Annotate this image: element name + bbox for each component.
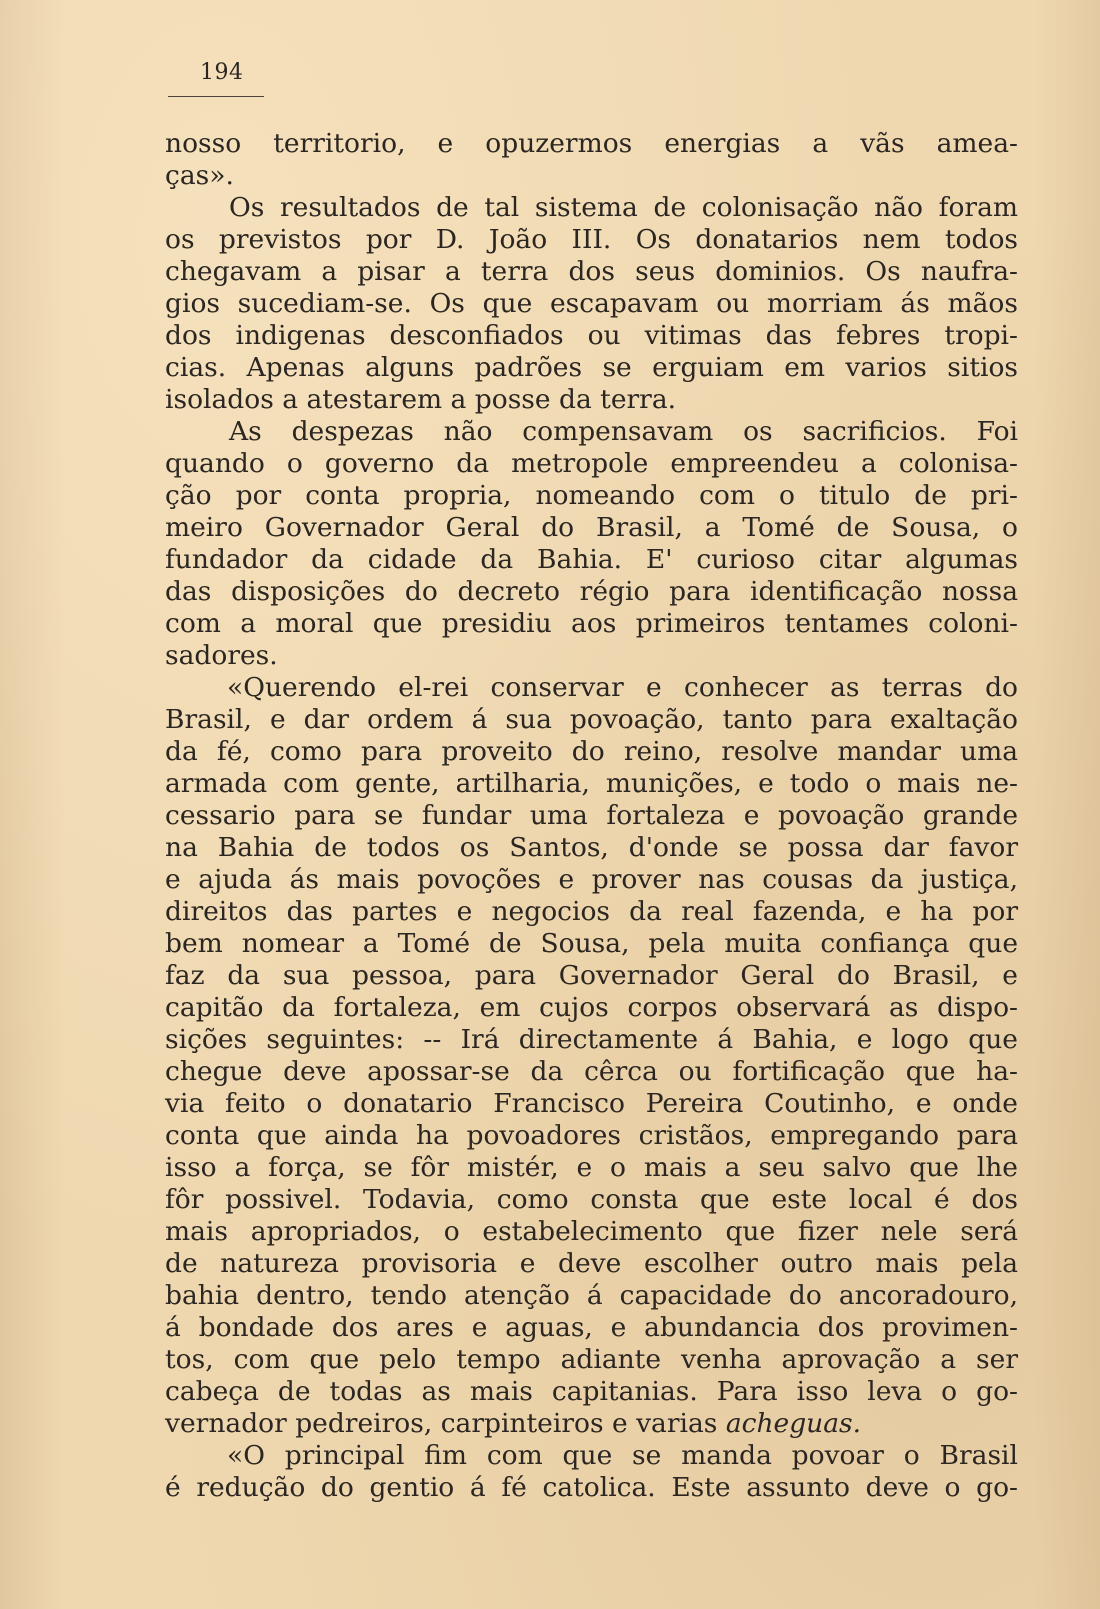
text-line: meiro Governador Geral do Brasil, a Tomé de Sousa, o <box>165 512 1018 543</box>
text-line: cabeça de todas as mais capitanias. Para isso leva o go- <box>165 1376 1018 1407</box>
text-line: via feito o donatario Francisco Pereira Coutinho, e onde <box>165 1088 1018 1119</box>
text-line: Brasil, e dar ordem á sua povoação, tanto para exaltação <box>165 704 1018 735</box>
italic-word: acheguas. <box>725 1408 862 1439</box>
text-line: ção por conta propria, nomeando com o titulo de pri- <box>165 480 1018 511</box>
text-line: As despezas não compensavam os sacrificios. Foi <box>229 416 1018 447</box>
text-line: chegavam a pisar a terra dos seus dominios. Os naufra- <box>165 256 1018 287</box>
text-line: armada com gente, artilharia, munições, e todo o mais ne- <box>165 768 1018 799</box>
text-line: cessario para se fundar uma fortaleza e povoação grande <box>165 800 1018 831</box>
text-line: de natureza provisoria e deve escolher outro mais pela <box>165 1248 1018 1279</box>
body-text <box>165 128 1018 1504</box>
text-line: conta que ainda ha povoadores cristãos, empregando para <box>165 1120 1018 1151</box>
text-line-start: vernador pedreiros, carpinteiros e varias <box>165 1408 726 1439</box>
text-line: sadores. <box>165 640 278 671</box>
text-line: sições seguintes: -- Irá directamente á Bahia, e logo que <box>165 1024 1018 1055</box>
text-line: nosso territorio, e opuzermos energias a vãs amea- <box>165 128 1018 159</box>
text-line: é redução do gentio á fé catolica. Este assunto deve o go- <box>165 1472 1018 1503</box>
text-line: bem nomear a Tomé de Sousa, pela muita confiança que <box>165 928 1018 959</box>
text-line: faz da sua pessoa, para Governador Geral do Brasil, e <box>165 960 1018 991</box>
text-line: das disposições do decreto régio para identificação nossa <box>165 576 1018 607</box>
text-line: fundador da cidade da Bahia. E' curioso citar algumas <box>165 544 1018 575</box>
text-line: fôr possivel. Todavia, como consta que este local é dos <box>165 1184 1018 1215</box>
text-line: dos indigenas desconfiados ou vitimas das febres tropi- <box>165 320 1018 351</box>
text-line: capitão da fortaleza, em cujos corpos observará as dispo- <box>165 992 1018 1023</box>
text-line: «O principal fim com que se manda povoar o Brasil <box>227 1440 1018 1471</box>
text-line: os previstos por D. João III. Os donatarios nem todos <box>165 224 1018 255</box>
text-line: Os resultados de tal sistema de colonisação não foram <box>229 192 1018 223</box>
text-line: e ajuda ás mais povoções e prover nas cousas da justiça, <box>165 864 1018 895</box>
page-number: 194 <box>200 60 244 85</box>
text-line: da fé, como para proveito do reino, resolve mandar uma <box>165 736 1018 767</box>
text-line: bahia dentro, tendo atenção á capacidade do ancoradouro, <box>165 1280 1018 1311</box>
text-line: ças». <box>165 160 234 191</box>
text-line: «Querendo el-rei conservar e conhecer as terras do <box>227 672 1018 703</box>
text-line: na Bahia de todos os Santos, d'onde se possa dar favor <box>165 832 1018 863</box>
text-line: gios sucediam-se. Os que escapavam ou morriam ás mãos <box>165 288 1018 319</box>
page-header <box>168 56 264 97</box>
text-line: isso a força, se fôr mistér, e o mais a seu salvo que lhe <box>165 1152 1018 1183</box>
text-line: isolados a atestarem a posse da terra. <box>165 384 677 415</box>
text-line: quando o governo da metropole empreendeu a colonisa- <box>165 448 1018 479</box>
text-line: cias. Apenas alguns padrões se erguiam em varios sitios <box>165 352 1018 383</box>
text-line <box>165 1408 1018 1440</box>
text-line: direitos das partes e negocios da real fazenda, e ha por <box>165 896 1018 927</box>
text-line: á bondade dos ares e aguas, e abundancia dos provimen- <box>165 1312 1018 1343</box>
text-line: chegue deve apossar-se da cêrca ou fortificação que ha- <box>165 1056 1018 1087</box>
text-line: com a moral que presidiu aos primeiros tentames coloni- <box>165 608 1018 639</box>
text-line: mais apropriados, o estabelecimento que fizer nele será <box>165 1216 1018 1247</box>
text-line: tos, com que pelo tempo adiante venha aprovação a ser <box>165 1344 1018 1375</box>
